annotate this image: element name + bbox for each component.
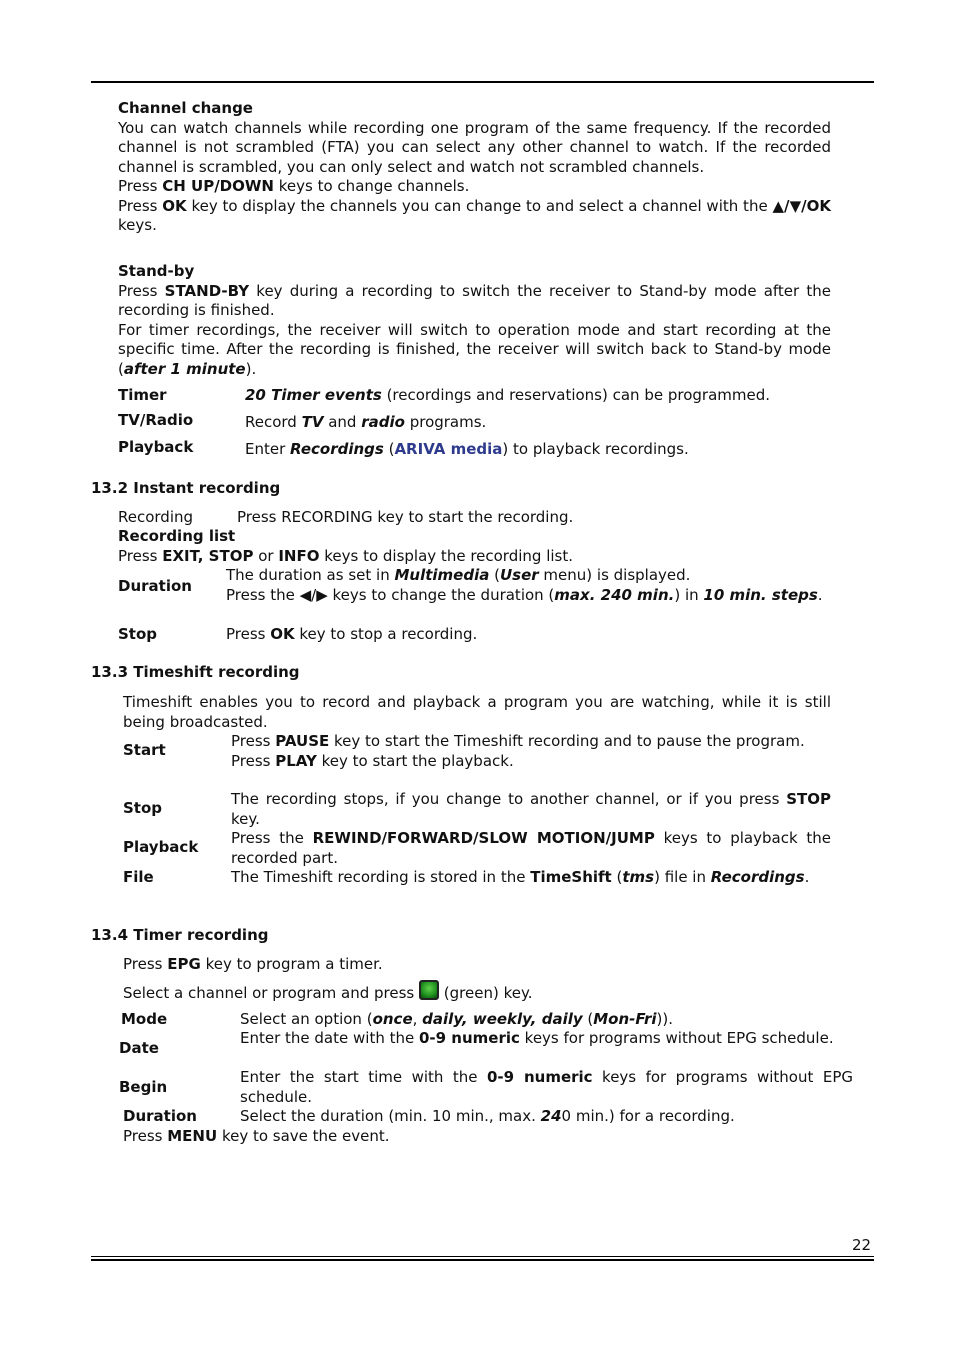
timer-duration-label: Duration: [123, 1107, 197, 1125]
playback-text: Enter Recordings (ARIVA media) to playback recordings.: [245, 440, 689, 458]
ts-file-label: File: [123, 868, 154, 886]
channel-change-block: [118, 99, 831, 236]
ts-start-label: Start: [123, 741, 166, 759]
begin-label: Begin: [119, 1078, 168, 1096]
section-13-3-title: 13.3 Timeshift recording: [91, 663, 300, 681]
mode-text: Select an option (once, daily, weekly, daily (Mon-Fri)).: [240, 1010, 674, 1028]
timer-text: 20 Timer events (recordings and reservations) can be programmed.: [245, 386, 771, 404]
section-13-4-title: 13.4 Timer recording: [91, 926, 269, 944]
ts-playback-text: Press the REWIND/FORWARD/SLOW MOTION/JUMP keys to playback the recorded part.: [231, 829, 831, 867]
duration-label: Duration: [118, 577, 192, 595]
tvradio-label: TV/Radio: [118, 411, 194, 429]
page-number: 22: [852, 1236, 872, 1254]
top-rule: [91, 81, 874, 83]
save-event-line: Press MENU key to save the event.: [123, 1127, 390, 1145]
section-13-2-title: 13.2 Instant recording: [91, 479, 281, 497]
date-text: Enter the date with the 0-9 numeric keys for programs without EPG schedule.: [240, 1029, 834, 1047]
recording-label: Recording: [118, 508, 194, 526]
recording-text: Press RECORDING key to start the recording.: [237, 508, 574, 526]
channel-change-line3: Press OK key to display the channels you can change to and select a channel with the ▲/▼/OK keys.: [118, 196, 832, 234]
timer-line1: Press EPG key to program a timer.: [123, 955, 383, 973]
playback-label: Playback: [118, 438, 194, 456]
channel-change-para: You can watch channels while recording one program of the same frequency. If the recorded channel is not scrambled (FTA) you can select any other channel to watch. If the recorded channel is scrambled, you can only select and watch not scrambled channels.: [118, 118, 831, 176]
ts-file-text: The Timeshift recording is stored in the TimeShift (tms) file in Recordings.: [231, 868, 810, 886]
channel-change-heading: Channel change: [118, 99, 253, 117]
standby-block: [118, 262, 831, 379]
timer-line2: Select a channel or program and press (green) key.: [123, 980, 532, 1004]
bottom-rule-1: [91, 1256, 874, 1257]
green-key-icon: [419, 980, 439, 1000]
stop-label: Stop: [118, 625, 158, 643]
ts-stop-text: The recording stops, if you change to another channel, or if you press STOP key.: [231, 790, 831, 828]
tvradio-text: Record TV and radio programs.: [245, 413, 487, 431]
standby-para2: For timer recordings, the receiver will switch to operation mode and start recording at the specific time. After the recording is finished, the receiver will switch back to Stand-by mode (after 1 minute).: [118, 320, 831, 378]
timeshift-intro: Timeshift enables you to record and playback a program you are watching, while it is still being broadcasted.: [123, 693, 831, 731]
ts-stop-label: Stop: [123, 799, 163, 817]
timer-label: Timer: [118, 386, 167, 404]
bottom-rule-2: [91, 1259, 874, 1261]
recording-list-text: Press EXIT, STOP or INFO keys to display the recording list.: [118, 547, 573, 565]
timer-duration-text: Select the duration (min. 10 min., max. 240 min.) for a recording.: [240, 1107, 735, 1125]
stop-text: Press OK key to stop a recording.: [226, 625, 478, 643]
ts-start-text: Press PAUSE key to start the Timeshift recording and to pause the program. Press PLAY key to start the playback.: [231, 732, 805, 770]
recording-list-heading: Recording list: [118, 527, 236, 545]
ts-playback-label: Playback: [123, 838, 199, 856]
begin-text: Enter the start time with the 0-9 numeric keys for programs without EPG schedule.: [240, 1068, 853, 1106]
standby-para1: Press STAND-BY key during a recording to switch the receiver to Stand-by mode after the recording is finished.: [118, 281, 831, 319]
ariva-media-link[interactable]: ARIVA media: [394, 440, 503, 458]
mode-label: Mode: [121, 1010, 168, 1028]
duration-text: The duration as set in Multimedia (User menu) is displayed. Press the ◀/▶ keys to change the duration (max. 240 min.) in 10 min. steps.: [226, 566, 823, 604]
channel-change-line2: Press CH UP/DOWN keys to change channels.: [118, 177, 470, 195]
standby-heading: Stand-by: [118, 262, 195, 280]
date-label: Date: [119, 1039, 159, 1057]
